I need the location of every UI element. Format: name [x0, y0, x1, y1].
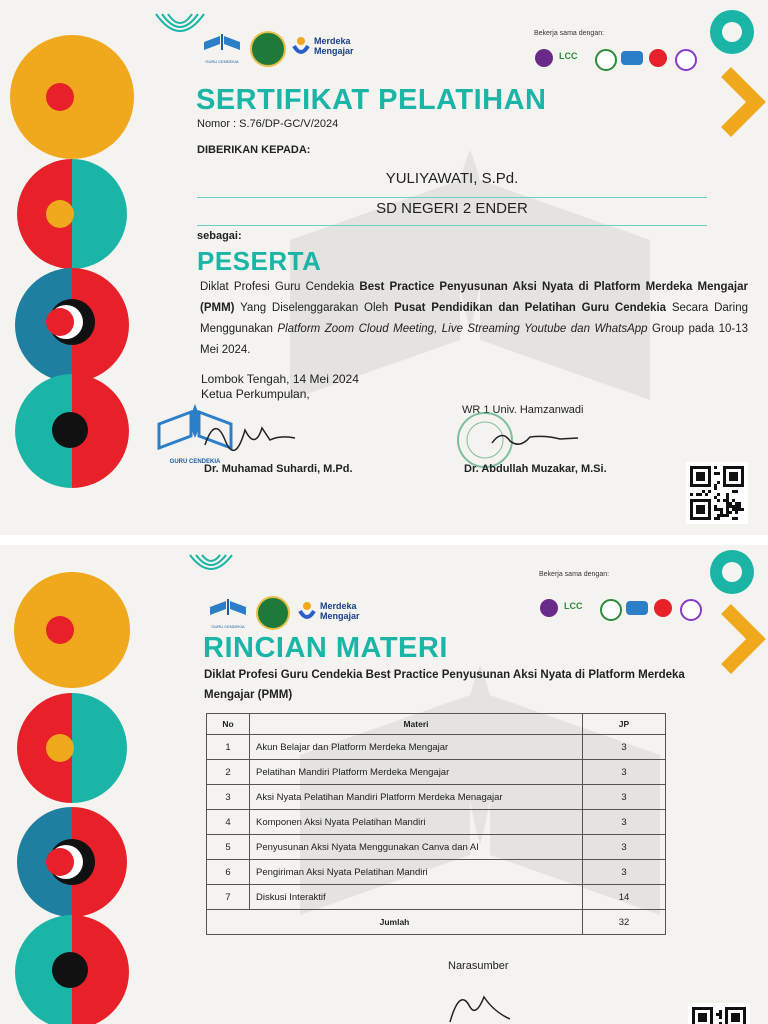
body-text: Yang Diselenggarakan Oleh	[234, 302, 395, 314]
lcc-logo: LCC	[559, 51, 578, 61]
stamp-caption: GURU CENDEKIA	[169, 459, 221, 465]
partner-logos	[540, 597, 700, 619]
certificate-body	[200, 277, 748, 361]
partner-logo-1	[540, 599, 558, 617]
as-label: sebagai:	[197, 230, 242, 242]
table-cell: 3	[207, 785, 250, 810]
body-text: Secara Daring Menggunakan	[200, 302, 748, 335]
table-cell: 3	[583, 860, 666, 885]
mm-line2: Mengajar	[314, 46, 354, 56]
table-cell: 2	[207, 760, 250, 785]
partner-logo-6	[680, 599, 702, 621]
logo-caption: GURU CENDEKIA	[211, 624, 245, 629]
partner-logo-1	[535, 49, 553, 67]
table-row	[207, 735, 666, 760]
total-value: 32	[583, 910, 666, 935]
table-row	[207, 835, 666, 860]
body-text: Group pada 10-13 Mei 2024.	[200, 323, 749, 356]
mm-line1: Merdeka	[320, 601, 357, 611]
total-label: Jumlah	[207, 910, 583, 935]
partner-logo-3	[600, 599, 622, 621]
table-row	[207, 785, 666, 810]
qr-code-icon	[686, 462, 748, 524]
table-total-row	[207, 910, 666, 935]
materi-table	[206, 713, 666, 935]
materi-subtitle: Diklat Profesi Guru Cendekia Best Practice Penyusunan Aksi Nyata di Platform Merdeka Mengajar (PMM)	[204, 669, 685, 701]
table-header-cell: No	[207, 714, 250, 735]
table-cell: Komponen Aksi Nyata Pelatihan Mandiri	[250, 810, 583, 835]
bekerja-sama-label: Bekerja sama dengan:	[539, 571, 610, 578]
decorative-right	[690, 545, 768, 695]
table-row	[207, 860, 666, 885]
table-cell: Diskusi Interaktif	[250, 885, 583, 910]
partner-logo-5	[649, 49, 667, 67]
divider	[197, 197, 707, 198]
recipient-school: SD NEGERI 2 ENDER	[376, 200, 528, 217]
decorative-circles-left	[0, 0, 140, 535]
table-cell: Aksi Nyata Pelatihan Mandiri Platform Merdeka Menagajar	[250, 785, 583, 810]
signature-icon	[490, 425, 580, 455]
signer-2-name: Dr. Abdullah Muzakar, M.Si.	[464, 463, 607, 475]
table-row	[207, 810, 666, 835]
table-cell: 3	[583, 785, 666, 810]
merdeka-mengajar-logo	[298, 599, 378, 627]
certificate-number: Nomor : S.76/DP-GC/V/2024	[197, 118, 339, 130]
certificate-title: SERTIFIKAT PELATIHAN	[196, 84, 547, 116]
bekerja-sama-label: Bekerja sama dengan:	[534, 30, 605, 37]
decorative-circles-left	[0, 545, 140, 1024]
mm-line2: Mengajar	[320, 611, 360, 621]
decorative-right	[690, 0, 768, 160]
place-date: Lombok Tengah, 14 Mei 2024	[201, 372, 359, 386]
partner-logo-3	[595, 49, 617, 71]
table-cell: Pengiriman Aksi Nyata Pelatihan Mandiri	[250, 860, 583, 885]
logo-caption: GURU CENDEKIA	[205, 59, 239, 64]
body-text: Diklat Profesi Guru Cendekia	[200, 281, 360, 293]
table-cell: 3	[583, 760, 666, 785]
table-cell: 3	[583, 835, 666, 860]
table-cell: 14	[583, 885, 666, 910]
merdeka-mengajar-logo	[292, 34, 372, 62]
table-cell: Penyusunan Aksi Nyata Menggunakan Canva dan AI	[250, 835, 583, 860]
signer-1-name: Dr. Muhamad Suhardi, M.Pd.	[204, 463, 353, 475]
table-header-row	[207, 714, 666, 735]
given-to-label: DIBERIKAN KEPADA:	[197, 144, 311, 156]
wr-label: WR 1 Univ. Hamzanwadi	[462, 404, 584, 416]
wave-arc-icon	[186, 551, 236, 581]
table-cell: 1	[207, 735, 250, 760]
partner-logo-4	[626, 601, 648, 615]
table-row	[207, 760, 666, 785]
table-cell: Akun Belajar dan Platform Merdeka Mengajar	[250, 735, 583, 760]
body-bold: Pusat Pendidikan dan Pelatihan Guru Cendekia	[394, 302, 667, 314]
table-row	[207, 885, 666, 910]
partner-logos	[535, 47, 695, 69]
table-header-cell: Materi	[250, 714, 583, 735]
table-cell: 5	[207, 835, 250, 860]
qr-code-icon	[688, 1003, 750, 1024]
table-header-cell: JP	[583, 714, 666, 735]
hamzanwadi-logo	[250, 31, 286, 67]
table-cell: Pelatihan Mandiri Platform Merdeka Mengajar	[250, 760, 583, 785]
recipient-name: YULIYAWATI, S.Pd.	[385, 170, 519, 187]
body-bold: Best Practice Penyusunan Aksi Nyata di Platform Merdeka Mengajar (PMM)	[200, 281, 749, 314]
partner-logo-5	[654, 599, 672, 617]
materi-page	[0, 545, 768, 1024]
signature-icon	[440, 977, 520, 1024]
signature-icon	[200, 410, 300, 455]
divider	[197, 225, 707, 226]
guru-cendekia-logo	[200, 32, 244, 64]
table-cell: 4	[207, 810, 250, 835]
chair-label: Ketua Perkumpulan,	[201, 387, 310, 401]
table-cell: 3	[583, 810, 666, 835]
mm-line1: Merdeka	[314, 36, 351, 46]
body-italic: Platform Zoom Cloud Meeting, Live Streaming Youtube dan WhatsApp	[277, 323, 648, 335]
guru-cendekia-logo	[206, 597, 250, 629]
table-cell: 3	[583, 735, 666, 760]
table-cell: 6	[207, 860, 250, 885]
lcc-logo: LCC	[564, 601, 583, 611]
materi-title: RINCIAN MATERI	[203, 632, 448, 664]
table-cell: 7	[207, 885, 250, 910]
hamzanwadi-logo	[256, 596, 290, 630]
role-title: PESERTA	[197, 246, 322, 276]
partner-logo-6	[675, 49, 697, 71]
partner-logo-4	[621, 51, 643, 65]
speaker-label: Narasumber	[448, 960, 509, 972]
